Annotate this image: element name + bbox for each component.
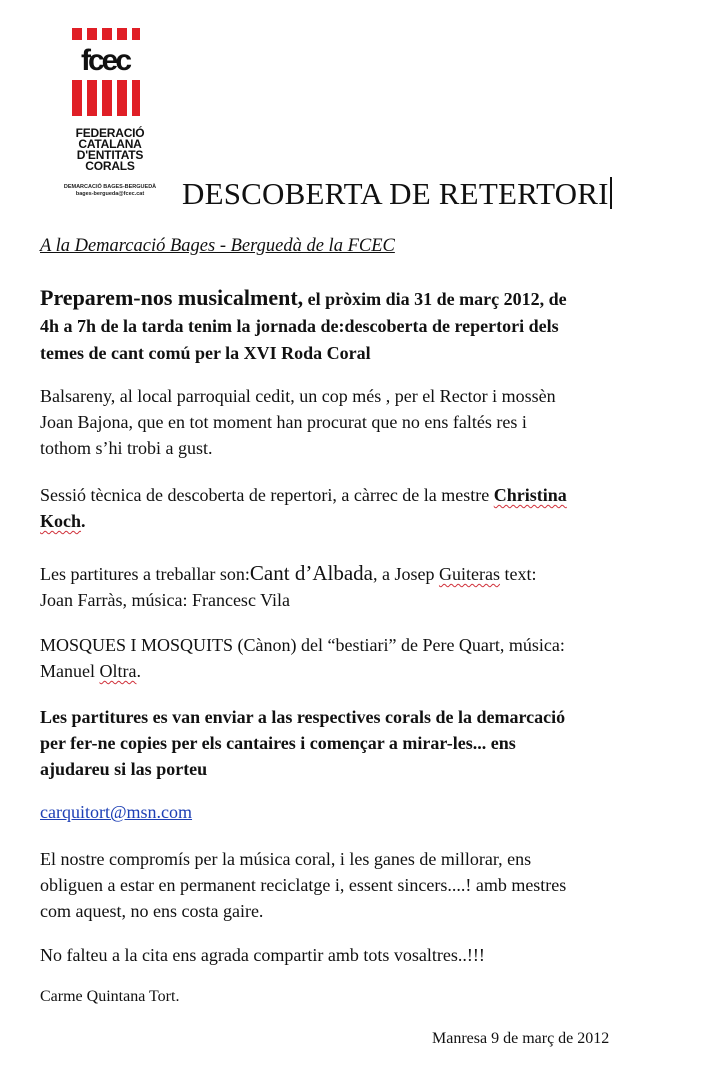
scores-after: text: — [499, 564, 537, 584]
second-piece-paragraph — [40, 632, 705, 684]
notice-paragraph — [40, 704, 705, 782]
subtitle: A la Demarcació Bages - Berguedà de la FCEC — [40, 236, 395, 256]
notice-line-3: ajudareu si las porteu — [40, 759, 208, 779]
notice-line-2: per fer-ne copies per els cantaires i començar a mirar-les... ens — [40, 733, 516, 753]
piece-title: Cant d’Albada — [249, 561, 373, 585]
intro-line-2: 4h a 7h de la tarda tenim la jornada de:descoberta de repertori dels — [40, 316, 559, 336]
page-title — [182, 176, 612, 212]
logo-demarcation-name: DEMARCACIÓ BAGES-BERGUEDÀ — [63, 184, 157, 190]
intro-paragraph — [40, 284, 705, 367]
email-link[interactable]: carquitort@msn.com — [40, 802, 193, 822]
venue-line-2: Joan Bajona, que en tot moment han procurat que no ens faltés res i — [40, 412, 527, 432]
second-piece-line-1: MOSQUES I MOSQUITS (Cànon) del “bestiari” de Pere Quart, música: — [40, 635, 565, 655]
teacher-name-first: Christina — [493, 485, 567, 505]
scores-prefix: Les partitures a treballar son: — [40, 564, 250, 584]
email-paragraph — [40, 799, 705, 825]
logo-demarcation-email: bages-bergueda@fcec.cat — [75, 191, 145, 197]
intro-line-3: temes de cant comú per la XVI Roda Coral — [40, 343, 371, 363]
session-paragraph — [40, 482, 705, 534]
commitment-paragraph — [40, 846, 705, 924]
logo-line-2: CATALANA — [78, 137, 142, 151]
scores-line-2: Joan Farràs, música: Francesc Vila — [40, 590, 291, 610]
second-composer-first: Manuel — [40, 661, 100, 681]
signature: Carme Quintana Tort. — [40, 988, 180, 1005]
closing-paragraph — [40, 942, 705, 968]
closing-line: No falteu a la cita ens agrada compartir amb tots vosaltres..!!! — [40, 945, 485, 965]
logo-line-4: CORALS — [85, 159, 135, 173]
scores-mid: , a Josep — [372, 564, 439, 584]
date-line: Manresa 9 de març de 2012 — [432, 1030, 610, 1047]
scores-paragraph — [40, 560, 705, 613]
commitment-line-1: El nostre compromís per la música coral, i les ganes de millorar, ens — [40, 849, 532, 869]
logo-demarcation — [38, 184, 182, 198]
venue-line-3: tothom s’hi trobi a gust. — [40, 438, 213, 458]
session-period: . — [81, 511, 86, 531]
commitment-line-2: obliguen a estar en permanent reciclatge i, essent sincers....! amb mestres — [40, 875, 567, 895]
second-composer-last: Oltra — [99, 661, 137, 681]
notice-line-1: Les partitures es van enviar a las respectives corals de la demarcació — [40, 707, 566, 727]
composer-surname: Guiteras — [438, 564, 500, 584]
intro-lead: Preparem-nos musicalment, — [40, 285, 304, 310]
intro-line-1: el pròxim dia 31 de març 2012, de — [303, 289, 567, 309]
second-piece-period: . — [136, 661, 141, 681]
logo-line-1: FEDERACIÓ — [75, 126, 145, 140]
venue-line-1: Balsareny, al local parroquial cedit, un cop més , per el Rector i mossèn — [40, 386, 556, 406]
svg-text:fcec: fcec — [80, 44, 130, 77]
commitment-line-3: com aquest, no ens costa gaire. — [40, 901, 264, 921]
logo-wordmark — [40, 128, 180, 172]
page-title-text: DESCOBERTA DE RETERTORI — [182, 176, 609, 211]
venue-paragraph — [40, 383, 705, 461]
text-cursor — [610, 177, 612, 209]
logo-line-3: D'ENTITATS — [76, 148, 144, 162]
session-prefix: Sessió tècnica de descoberta de repertori, a càrrec de la mestre — [40, 485, 494, 505]
fcec-logo-mark-icon — [70, 28, 140, 116]
teacher-name-last: Koch — [40, 511, 82, 531]
